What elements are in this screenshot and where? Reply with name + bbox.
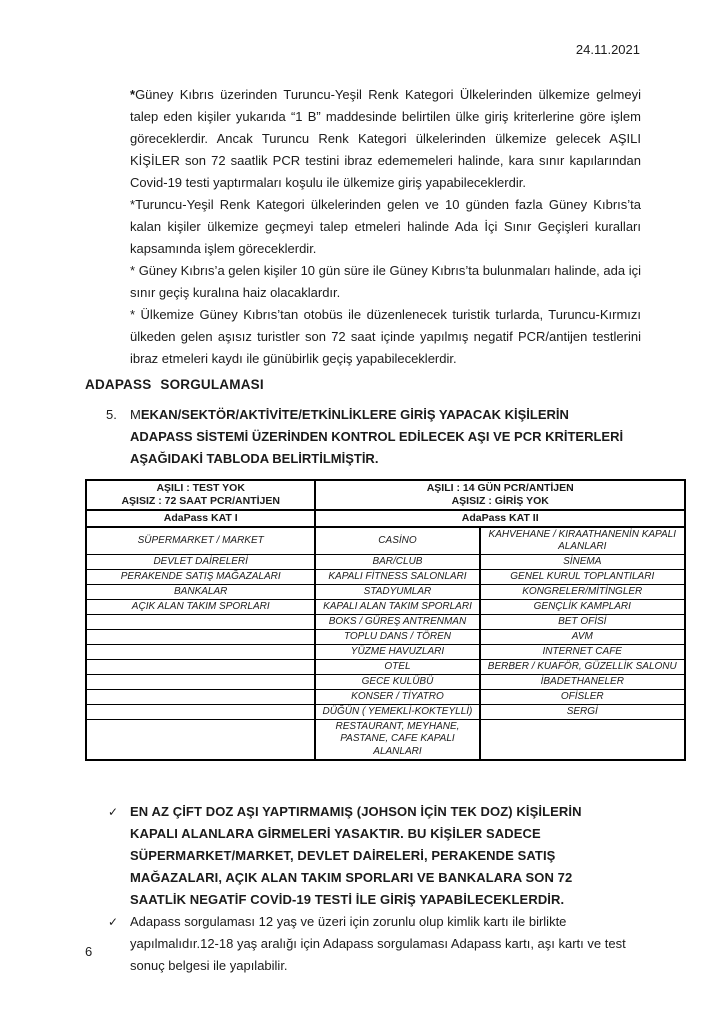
table-row bbox=[86, 720, 685, 760]
checkmark-icon: ✓ bbox=[108, 804, 119, 819]
table-cell: SERGİ bbox=[480, 705, 685, 720]
paragraph-marker: * bbox=[130, 197, 136, 212]
table-row bbox=[86, 645, 685, 660]
header-kat1-line2: AŞISIZ : 72 SAAT PCR/ANTİJEN bbox=[121, 495, 280, 507]
table-cell: BOKS / GÜREŞ ANTRENMAN bbox=[315, 615, 479, 630]
table-cell bbox=[86, 690, 315, 705]
table-row bbox=[86, 527, 685, 555]
paragraph-tourist-bus-rule bbox=[130, 304, 641, 370]
numbered-item-5 bbox=[85, 404, 691, 470]
main-column bbox=[85, 84, 691, 977]
table-cell: SİNEMA bbox=[480, 555, 685, 570]
header-kat2-line2: AŞISIZ : GİRİŞ YOK bbox=[451, 495, 549, 507]
paragraph-text: Güney Kıbrıs’a gelen kişiler 10 gün süre ile Güney Kıbrıs’ta bulunmaları halinde, ada içi sınır geçiş kuralına haiz olacaklardır. bbox=[130, 263, 641, 300]
item-text-rest: EKAN/SEKTÖR/AKTİVİTE/ETKİNLİKLERE GİRİŞ YAPACAK KİŞİLERİN ADAPASS SİSTEMİ ÜZERİNDEN KONTROL EDİLECEK AŞI VE PCR KRİTERLERİ AŞAĞIDAKİ TABLODA BELİRTİLMİŞTİR. bbox=[130, 407, 624, 466]
paragraph-ten-days-rule bbox=[130, 194, 641, 260]
table-row bbox=[86, 585, 685, 600]
page-number: 6 bbox=[85, 944, 93, 959]
table-cell: AÇIK ALAN TAKIM SPORLARI bbox=[86, 600, 315, 615]
table-row bbox=[86, 600, 685, 615]
section-heading-adapass-sorgulamasi: ADAPASS SORGULAMASI bbox=[85, 377, 264, 392]
adapass-criteria-table bbox=[85, 479, 686, 761]
table-cell: KONGRELER/MİTİNGLER bbox=[480, 585, 685, 600]
paragraph-marker: * bbox=[130, 87, 136, 102]
bullet-text: EN AZ ÇİFT DOZ AŞI YAPTIRMAMIŞ (JOHSON İÇİN TEK DOZ) KİŞİLERİN KAPALI ALANLARA GİRMELERİ YASAKTIR. BU KİŞİLER SADECE SÜPERMARKET/MARKET, DEVLET DAİRELERİ, PERAKENDE SATIŞ MAĞAZALARI, AÇIK ALAN TAKIM SPORLARI VE BANKALARA SON 72 SAATLİK NEGATİF COVİD-19 TESTİ İLE GİRİŞ YAPABİLECEKLERDİR. bbox=[130, 803, 582, 907]
paragraph-marker: * bbox=[130, 307, 141, 322]
table-cell bbox=[86, 615, 315, 630]
header-cell-adapass-kat2: AdaPass KAT II bbox=[315, 510, 685, 527]
table-row bbox=[86, 570, 685, 585]
table-cell bbox=[86, 630, 315, 645]
table-cell: KONSER / TİYATRO bbox=[315, 690, 479, 705]
table-cell: KAPALI FİTNESS SALONLARI bbox=[315, 570, 479, 585]
table-cell: BERBER / KUAFÖR, GÜZELLİK SALONU bbox=[480, 660, 685, 675]
item-text-first-letter: M bbox=[130, 407, 141, 422]
table-cell: GECE KULÜBÜ bbox=[315, 675, 479, 690]
header-kat1-line1: AŞILI : TEST YOK bbox=[156, 482, 245, 494]
table-cell: SÜPERMARKET / MARKET bbox=[86, 527, 315, 555]
table-row bbox=[86, 630, 685, 645]
table-cell bbox=[86, 645, 315, 660]
table-cell: GENÇLİK KAMPLARI bbox=[480, 600, 685, 615]
table-row bbox=[86, 705, 685, 720]
table-cell: İBADETHANELER bbox=[480, 675, 685, 690]
table-row bbox=[86, 660, 685, 675]
bullet-text: Adapass sorgulaması 12 yaş ve üzeri için zorunlu olup kimlik kartı ile birlikte yapılmalıdır.12-18 yaş aralığı için Adapass sorgulaması Adapass kartı, aşı kartı ve test sonuç belgesi ile yapılabilir. bbox=[130, 913, 626, 973]
table-cell bbox=[86, 675, 315, 690]
item-number: 5. bbox=[106, 407, 117, 422]
table-cell: DEVLET DAİRELERİ bbox=[86, 555, 315, 570]
table-cell: OTEL bbox=[315, 660, 479, 675]
paragraph-island-border-rule bbox=[130, 260, 641, 304]
table-cell: TOPLU DANS / TÖREN bbox=[315, 630, 479, 645]
table-row bbox=[86, 690, 685, 705]
header-cell-kat2-criteria bbox=[315, 480, 685, 510]
paragraph-green-orange-category bbox=[130, 84, 641, 194]
paragraph-text: Turuncu-Yeşil Renk Kategori ülkelerinden gelen ve 10 günden fazla Güney Kıbrıs’ta kalan kişiler ülkemize geçmeyi talep etmeleri halinde Ada İçi Sınır Geçişleri kuralları kapsamında işlem göreceklerdir. bbox=[130, 197, 641, 256]
table-cell bbox=[86, 720, 315, 760]
table-cell: BET OFİSİ bbox=[480, 615, 685, 630]
document-date: 24.11.2021 bbox=[575, 42, 640, 57]
header-cell-adapass-kat1: AdaPass KAT I bbox=[86, 510, 315, 527]
paragraph-marker: * bbox=[130, 263, 139, 278]
table-header-row-categories bbox=[86, 510, 685, 527]
bullet-list bbox=[85, 801, 691, 977]
table-cell bbox=[86, 660, 315, 675]
table-row bbox=[86, 615, 685, 630]
table-row bbox=[86, 555, 685, 570]
table-cell: AVM bbox=[480, 630, 685, 645]
paragraph-text: Ülkemize Güney Kıbrıs’tan otobüs ile düzenlenecek turistik turlarda, Turuncu-Kırmızı ülkeden gelen aşısız turistler son 72 saat içinde yapılmış negatif PCR/antijen testlerini ibraz etmeleri kaydı ile günübirlik geçiş yapabileceklerdir. bbox=[130, 307, 642, 366]
table-cell: BAR/CLUB bbox=[315, 555, 479, 570]
table-cell: BANKALAR bbox=[86, 585, 315, 600]
table-cell: OFİSLER bbox=[480, 690, 685, 705]
intro-paragraphs bbox=[130, 84, 641, 370]
table-cell: CASİNO bbox=[315, 527, 479, 555]
table-header-row-criteria bbox=[86, 480, 685, 510]
table-cell bbox=[480, 720, 685, 760]
checkmark-icon: ✓ bbox=[108, 914, 119, 929]
table-cell: YÜZME HAVUZLARI bbox=[315, 645, 479, 660]
paragraph-text: Güney Kıbrıs üzerinden Turuncu-Yeşil Renk Kategori Ülkelerinden ülkemize gelmeyi talep eden kişiler yukarıda “1 B” maddesinde belirtilen ülke giriş kriterlerine göre işlem göreceklerdir. Ancak Turuncu Renk Kategori ülkelerinden ülkemize gelecek AŞILI KİŞİLER son 72 saatlik PCR testini ibraz edememeleri halinde, kara sınır kapılarından Covid-19 testi yaptırmaları koşulu ile ülkemize giriş yapabileceklerdir. bbox=[130, 87, 641, 190]
table-cell: INTERNET CAFE bbox=[480, 645, 685, 660]
table-cell bbox=[86, 705, 315, 720]
table-cell: GENEL KURUL TOPLANTILARI bbox=[480, 570, 685, 585]
table-cell: KAHVEHANE / KIRAATHANENİN KAPALI ALANLARI bbox=[480, 527, 685, 555]
table-cell: KAPALI ALAN TAKIM SPORLARI bbox=[315, 600, 479, 615]
table-cell: STADYUMLAR bbox=[315, 585, 479, 600]
bullet-unvaccinated-rule bbox=[85, 801, 691, 911]
table-cell: DÜĞÜN ( YEMEKLİ-KOKTEYLLİ) bbox=[315, 705, 479, 720]
bullet-age-requirement bbox=[85, 911, 691, 977]
table-row bbox=[86, 675, 685, 690]
table-cell: RESTAURANT, MEYHANE, PASTANE, CAFE KAPALI ALANLARI bbox=[315, 720, 479, 760]
item-text bbox=[130, 404, 627, 470]
header-cell-kat1-criteria bbox=[86, 480, 315, 510]
table-cell: PERAKENDE SATIŞ MAĞAZALARI bbox=[86, 570, 315, 585]
header-kat2-line1: AŞILI : 14 GÜN PCR/ANTİJEN bbox=[426, 482, 574, 494]
